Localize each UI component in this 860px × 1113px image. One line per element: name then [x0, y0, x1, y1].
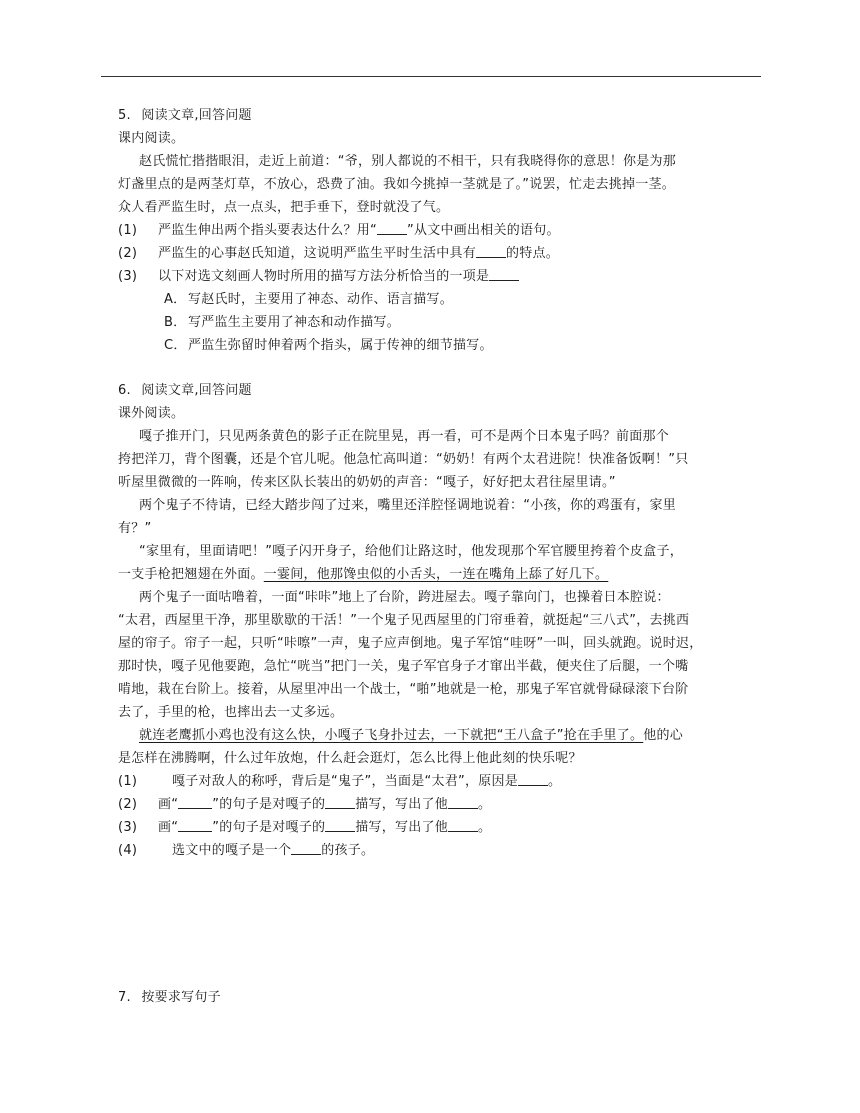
- answer-blank[interactable]: [448, 794, 478, 809]
- answer-blank[interactable]: [377, 220, 407, 235]
- q5-q2-text-end: 的特点。: [506, 246, 560, 261]
- answer-blank[interactable]: [291, 840, 321, 855]
- q6-passage-line: 两个鬼子一面咕噜着，一面“咔咔”地上了台阶，跨进屋去。嘎子靠向门，也操着日本腔说：: [139, 590, 670, 605]
- q5-q1-text: 严监生伸出两个指头要表达什么？用“: [158, 223, 377, 238]
- underlined-sentence-1: 一霎间，他那馋虫似的小舌头，一连在嘴角上舔了好几下。: [263, 567, 609, 582]
- passage-text: 一支手枪把翘翅在外面。: [118, 567, 264, 582]
- q6-passage-line: [118, 563, 768, 586]
- q5-subtitle: 课内阅读。: [118, 131, 185, 146]
- option-text: 严监生弥留时伸着两个指头，属于传神的细节描写。: [188, 338, 493, 353]
- q6-q4-number: (4): [118, 843, 138, 858]
- document-body: [118, 104, 768, 862]
- q5-question-3: [118, 265, 768, 288]
- q5-q2-text: 严监生的心事赵氏知道，这说明严监生平时生活中具有: [158, 246, 477, 261]
- q6-q2-text: ”的句子是对嘎子的: [212, 797, 326, 812]
- q5-q3-text: 以下对选文刻画人物时所用的描写方法分析恰当的一项是: [158, 269, 490, 284]
- passage-text: 他的心: [643, 728, 683, 743]
- q6-passage-line: 是怎样在沸腾啊，什么过年放炮，什么赶会逛灯，怎么比得上他此刻的快乐呢？: [118, 751, 582, 766]
- q6-q1-text-end: 。: [547, 774, 562, 789]
- q6-question-4: [118, 839, 768, 862]
- q6-q2-number: (2): [118, 797, 138, 812]
- q6-q2-text-end: 。: [478, 797, 492, 812]
- q6-q3-text: 描写，写出了他: [355, 820, 449, 835]
- q6-passage-line: 去了，手里的枪，也摔出去一丈多远。: [118, 705, 344, 720]
- q6-passage-line: 屋的帘子。帘子一起，只听“咔嚓”一声，鬼子应声倒地。鬼子军馆“哇呀”一叫，回头就跑。说时迟，: [118, 636, 703, 651]
- q6-q4-text-end: 的孩子。: [321, 843, 375, 858]
- section-spacer: [118, 357, 768, 379]
- q7-number: 7.: [118, 990, 131, 1005]
- q6-passage-line: [118, 724, 768, 747]
- q6-subtitle: 课外阅读。: [118, 406, 185, 421]
- answer-blank[interactable]: [178, 817, 212, 832]
- option-text: 写严监生主要用了神态和动作描写。: [188, 315, 401, 330]
- q6-q1-text: 嘎子对敌人的称呼，背后是“鬼子”，当面是“太君”，原因是: [172, 774, 518, 789]
- q6-passage-line: 那时快，嘎子见他要跑，急忙“咣当”把门一关，鬼子军官身子才窜出半截，便夹住了后腿，一个嘴: [118, 659, 689, 674]
- option-letter: A．: [164, 292, 187, 307]
- header-rule: [101, 76, 761, 77]
- q5-question-1: [118, 219, 768, 242]
- q6-q4-text: 选文中的嘎子是一个: [172, 843, 292, 858]
- q6-q2-text: 画“: [158, 797, 179, 812]
- q5-q1-number: (1): [118, 223, 138, 238]
- q5-q1-text-end: ”从文中画出相关的语句。: [407, 223, 560, 238]
- q5-heading: [118, 104, 768, 127]
- option-letter: B．: [164, 315, 187, 330]
- q6-q3-text: 画“: [158, 820, 179, 835]
- q5-number: 5.: [118, 108, 131, 123]
- option-text: 写赵氏时，主要用了神态、动作、语言描写。: [188, 292, 454, 307]
- q6-passage-line: 有？”: [118, 521, 152, 536]
- q6-passage-line: 两个鬼子不待请，已经大踏步闯了过来，嘴里还洋腔怪调地说着：“小孩，你的鸡蛋有，家里: [139, 498, 676, 513]
- answer-blank[interactable]: [489, 266, 519, 281]
- q5-question-2: [118, 242, 768, 265]
- q6-number: 6.: [118, 383, 131, 398]
- underlined-sentence-2: 就连老鹰抓小鸡也没有这么快，小嘎子飞身扑过去，一下就把“王八盒子”抢在手里了。: [139, 728, 644, 743]
- answer-blank[interactable]: [325, 817, 355, 832]
- q5-q3-number: (3): [118, 269, 138, 284]
- answer-blank[interactable]: [448, 817, 478, 832]
- q6-q1-number: (1): [118, 774, 138, 789]
- answer-blank[interactable]: [518, 771, 548, 786]
- q6-q3-text-end: 。: [478, 820, 492, 835]
- q5-option-b[interactable]: [118, 311, 768, 334]
- q6-passage-line: 嘎子推开门，只见两条黄色的影子正在院里晃，再一看，可不是两个日本鬼子吗？前面那个: [139, 429, 670, 444]
- option-letter: C．: [164, 338, 187, 353]
- q6-heading: [118, 379, 768, 402]
- q6-question-2: [118, 793, 768, 816]
- q6-passage-line: 听屋里微微的一阵响，传来区队长装出的奶奶的声音：“嘎子，好好把太君往屋里请。”: [118, 475, 616, 490]
- q5-passage-line: 众人看严监生时，点一点头，把手垂下，登时就没了气。: [118, 200, 450, 215]
- q5-passage-line: 灯盏里点的是两茎灯草，不放心，恐费了油。我如今挑掉一茎就是了。”说罢，忙走去挑掉一茎。: [118, 177, 675, 192]
- q6-passage-line: “家里有，里面请吧！”嘎子闪开身子，给他们让路这时，他发现那个军官腰里挎着个皮盒子，: [139, 544, 683, 559]
- q7-title: 按要求写句子: [141, 990, 221, 1005]
- q6-q3-text: ”的句子是对嘎子的: [212, 820, 326, 835]
- q6-q2-text: 描写，写出了他: [355, 797, 449, 812]
- q5-q2-number: (2): [118, 246, 138, 261]
- q6-title: 阅读文章,回答问题: [141, 383, 252, 398]
- q5-title: 阅读文章,回答问题: [141, 108, 252, 123]
- q5-passage-line: 赵氏慌忙揩揩眼泪，走近上前道：“爷，别人都说的不相干，只有我晓得你的意思！你是为那: [139, 154, 676, 169]
- q5-option-a[interactable]: [118, 288, 768, 311]
- q6-question-3: [118, 816, 768, 839]
- answer-blank[interactable]: [325, 794, 355, 809]
- q6-passage-line: “太君，西屋里干净，那里歇歇的干活！”一个鬼子见西屋里的门帘垂着，就挺起“三八式”，去挑西: [118, 613, 690, 628]
- q6-q3-number: (3): [118, 820, 138, 835]
- answer-blank[interactable]: [476, 243, 506, 258]
- q6-passage-line: 挎把洋刀，背个图囊，还是个官儿呢。他急忙高叫道：“奶奶！有两个太君进院！快准备饭啊！”只: [118, 452, 689, 467]
- q7-heading: [118, 986, 221, 1009]
- answer-blank[interactable]: [178, 794, 212, 809]
- q6-passage-line: 啃地，栽在台阶上。接着，从屋里冲出一个战士，“啪”地就是一枪，那鬼子军官就骨碌碌滚下台阶: [118, 682, 689, 697]
- q6-question-1: [118, 770, 768, 793]
- q5-option-c[interactable]: [118, 334, 768, 357]
